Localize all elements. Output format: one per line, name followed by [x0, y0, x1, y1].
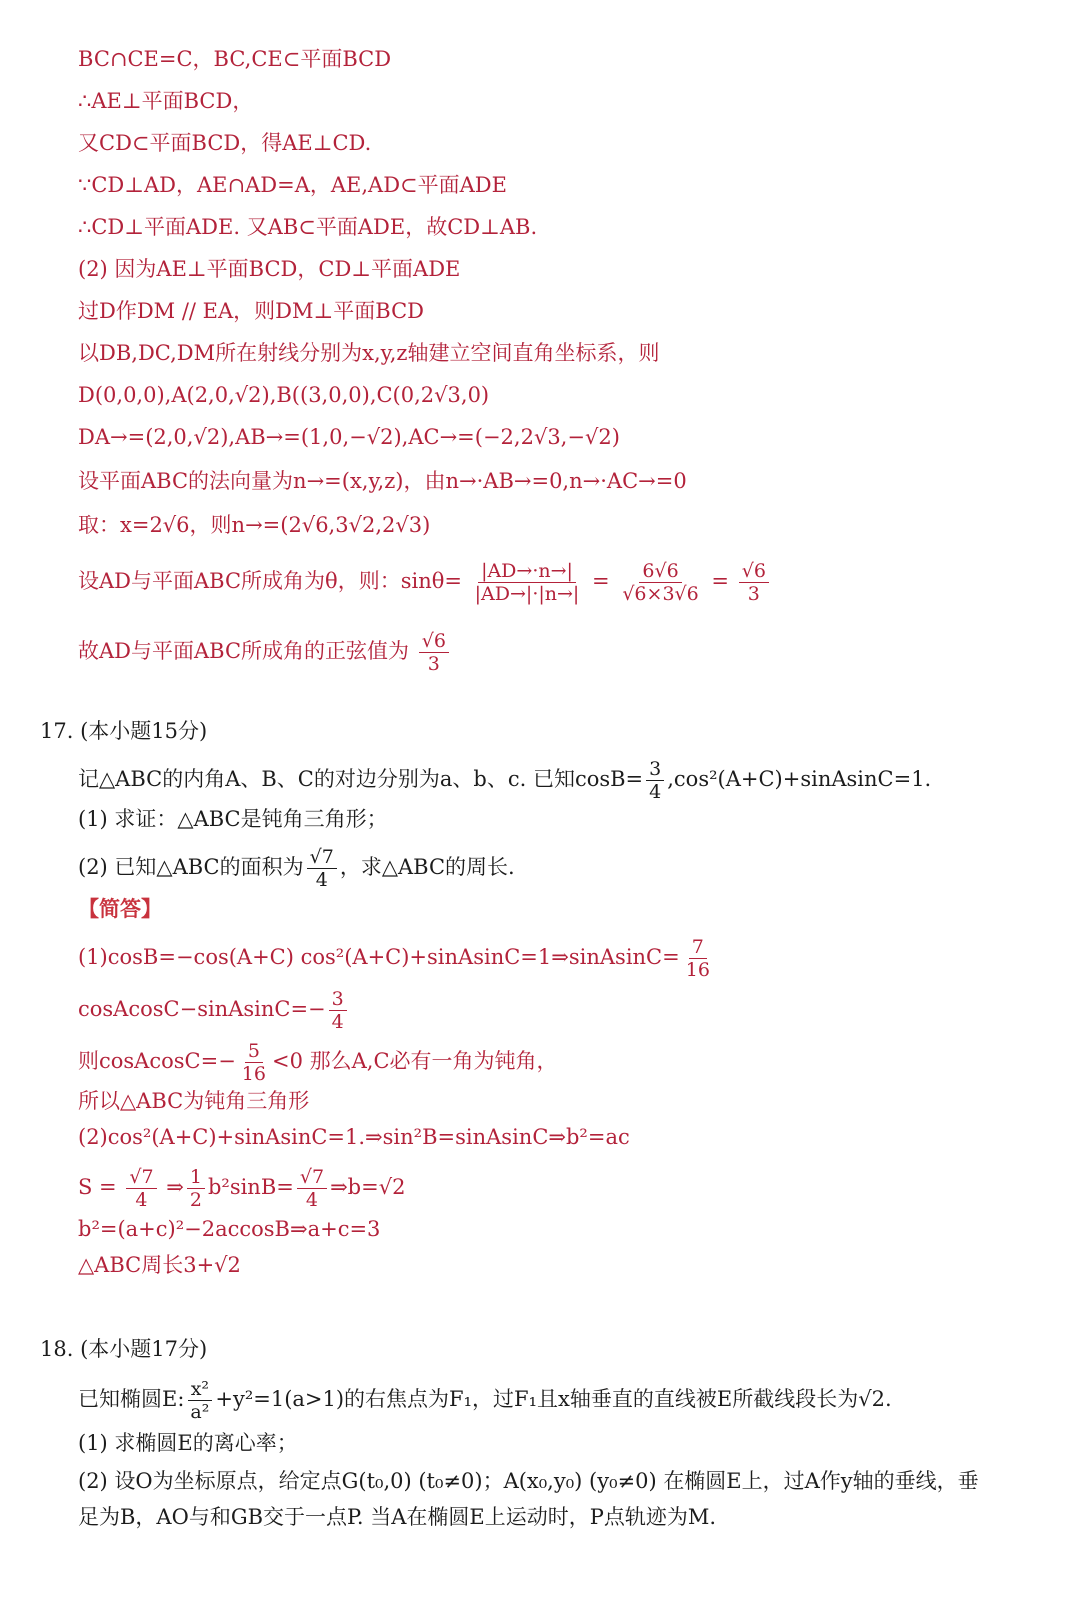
sol16-line-1: BC∩CE=C，BC,CE⊂平面BCD [78, 47, 392, 71]
fraction-numerator: √7 [297, 1166, 327, 1189]
sine-angle-text: 设AD与平面ABC所成角为θ，则：sinθ= [78, 569, 462, 593]
answer-6-fraction-3 [297, 1166, 327, 1211]
answer-3-fraction [239, 1040, 269, 1085]
sol16-line-11: 设平面ABC的法向量为n→=(x,y,z)，由n→·AB→=0,n→·AC→=0 [78, 469, 687, 493]
fraction-denominator: 16 [685, 959, 710, 981]
fraction-numerator: √6 [739, 560, 769, 583]
fraction-numerator: √7 [126, 1166, 156, 1189]
q17-area-fraction [307, 846, 337, 891]
sol16-line-13 [78, 560, 1060, 605]
b-value: ⇒b=√2 [330, 1175, 406, 1199]
fraction-denominator: 4 [305, 1189, 319, 1211]
equals-sign: = [711, 569, 730, 593]
sol16-line-2: ∴AE⊥平面BCD， [78, 89, 254, 113]
fraction-denominator: √6×3√6 [622, 583, 699, 605]
q17-stem-fraction [646, 758, 664, 803]
q17-answer-7: b²=(a+c)²−2accosB⇒a+c=3 [78, 1217, 381, 1241]
q18-part-1: (1) 求椭圆E的离心率； [78, 1431, 298, 1455]
fraction-numerator: 5 [245, 1040, 263, 1063]
fraction-numerator: 3 [646, 758, 664, 781]
fraction-numerator: |AD→·n→| [478, 560, 576, 583]
sol16-line-10: DA→=(2,0,√2),AB→=(1,0,−√2),AC→=(−2,2√3,−√2) [78, 425, 620, 449]
q17-heading: 17. (本小题15分) [40, 719, 208, 743]
answer-6-fraction-2 [187, 1166, 205, 1211]
q17-answer-3 [78, 1040, 1060, 1085]
sol16-line-3: 又CD⊂平面BCD，得AE⊥CD. [78, 131, 372, 155]
fraction-denominator: 2 [189, 1189, 202, 1211]
fraction-numerator: 1 [187, 1166, 205, 1189]
fraction-numerator: √7 [307, 846, 337, 869]
sine-fraction-3 [739, 560, 769, 605]
fraction-denominator: 3 [747, 583, 760, 605]
ellipse-fraction [187, 1378, 212, 1423]
q17-part-2 [78, 846, 1060, 891]
answer-1-fraction [683, 936, 713, 981]
q17-stem-condition: ,cos²(A+C)+sinAsinC=1. [667, 767, 932, 791]
fraction-numerator: 3 [329, 988, 347, 1011]
q17-answer-2 [78, 988, 1060, 1033]
fraction-denominator: 4 [331, 1011, 344, 1033]
fraction-denominator: |AD→|·|n→| [474, 583, 580, 605]
fraction-denominator: a² [190, 1401, 210, 1423]
q18-stem-text: 已知椭圆E: [78, 1387, 185, 1411]
sine-fraction-1 [472, 560, 583, 605]
q18-heading: 18. (本小题17分) [40, 1337, 208, 1361]
conclusion-text: 故AD与平面ABC所成角的正弦值为 [78, 639, 410, 663]
q17-answer-6 [78, 1166, 1060, 1211]
equals-sign: = [592, 569, 610, 593]
q17-part-2-text: (2) 已知△ABC的面积为 [78, 855, 304, 879]
q18-stem [78, 1378, 1060, 1423]
q17-answer-5: (2)cos²(A+C)+sinAsinC=1.⇒sin²B=sinAsinC⇒b²=ac [78, 1125, 630, 1149]
sol16-line-14 [78, 630, 1060, 675]
conclusion-fraction [419, 630, 449, 675]
implies-arrow: ⇒ [166, 1175, 184, 1199]
sol16-line-7: 过D作DM // EA，则DM⊥平面BCD [78, 299, 424, 323]
q18-part-2-line-1: (2) 设O为坐标原点，给定点G(t₀,0) (t₀≠0)；A(x₀,y₀) (y₀≠0) 在椭圆E上，过A作y轴的垂线，垂 [78, 1469, 979, 1493]
sine-fraction-2 [619, 560, 701, 605]
answer-tag: 【简答】 [78, 896, 162, 921]
q17-answer-1 [78, 936, 1060, 981]
q18-part-2-line-2: 足为B，AO与和GB交于一点P. 当A在椭圆E上运动时，P点轨迹为M. [78, 1505, 717, 1529]
q17-stem [78, 758, 1060, 803]
fraction-numerator: 6√6 [639, 560, 681, 583]
q17-part-2-ask: ，求△ABC的周长. [339, 855, 515, 879]
fraction-numerator: x² [188, 1378, 212, 1401]
q17-answer-8: △ABC周长3+√2 [78, 1253, 241, 1277]
answer-1-text: (1)cosB=−cos(A+C) cos²(A+C)+sinAsinC=1⇒sinAsinC= [78, 945, 680, 969]
sol16-line-9: D(0,0,0),A(2,0,√2),B((3,0,0),C(0,2√3,0) [78, 383, 490, 407]
answer-2-text: cosAcosC−sinAsinC=− [78, 997, 326, 1021]
q17-answer-4: 所以△ABC为钝角三角形 [78, 1089, 310, 1113]
fraction-denominator: 4 [649, 781, 662, 803]
fraction-numerator: 7 [689, 936, 707, 959]
answer-3-conclusion: <0 那么A,C必有一角为钝角， [271, 1049, 558, 1073]
sol16-line-8: 以DB,DC,DM所在射线分别为x,y,z轴建立空间直角坐标系，则 [78, 341, 660, 365]
fraction-denominator: 16 [241, 1063, 266, 1085]
sol16-line-6: (2) 因为AE⊥平面BCD，CD⊥平面ADE [78, 257, 461, 281]
fraction-denominator: 4 [315, 869, 328, 891]
fraction-denominator: 4 [135, 1189, 148, 1211]
fraction-numerator: √6 [419, 630, 449, 653]
area-symbol: S = [78, 1175, 117, 1199]
fraction-denominator: 3 [427, 653, 440, 675]
area-formula: b²sinB= [207, 1175, 294, 1199]
q17-part-1: (1) 求证：△ABC是钝角三角形； [78, 807, 388, 831]
sol16-line-5: ∴CD⊥平面ADE. 又AB⊂平面ADE，故CD⊥AB. [78, 215, 538, 239]
answer-2-fraction [329, 988, 347, 1033]
sol16-line-12: 取：x=2√6，则n→=(2√6,3√2,2√3) [78, 513, 431, 537]
q18-stem-condition: +y²=1(a>1)的右焦点为F₁，过F₁且x轴垂直的直线被E所截线段长为√2. [215, 1387, 892, 1411]
answer-3-text: 则cosAcosC=− [78, 1049, 236, 1073]
sol16-line-4: ∵CD⊥AD，AE∩AD=A，AE,AD⊂平面ADE [78, 173, 507, 197]
answer-6-fraction-1 [126, 1166, 156, 1211]
q17-stem-text: 记△ABC的内角A、B、C的对边分别为a、b、c. 已知cosB= [78, 767, 644, 791]
